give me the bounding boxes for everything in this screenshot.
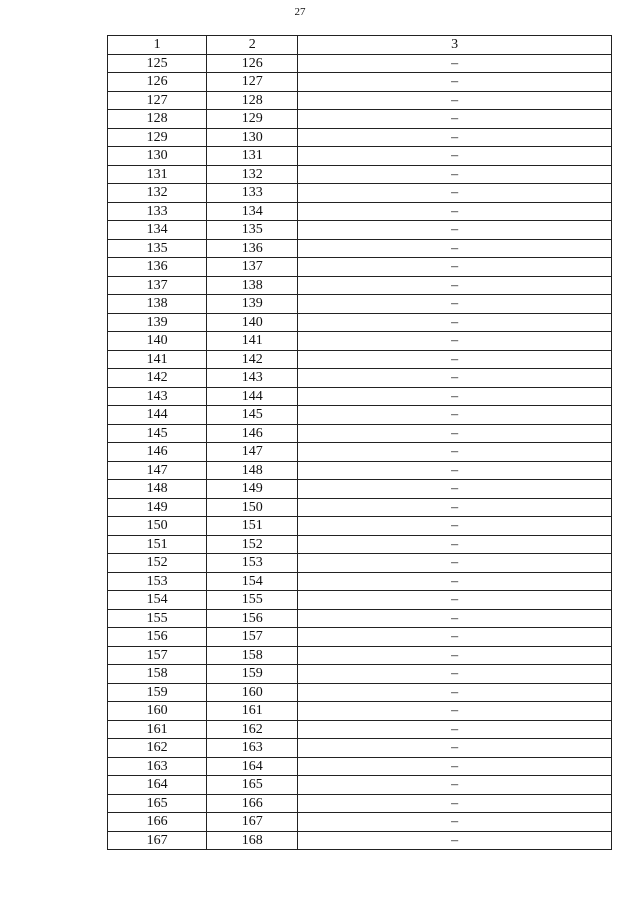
table-cell-col-2: 130 <box>207 128 298 147</box>
table-cell-col-1: 141 <box>108 350 207 369</box>
table-row <box>108 591 612 610</box>
table-cell-col-3: – <box>298 813 612 832</box>
table-row <box>108 276 612 295</box>
table-cell-col-3: – <box>298 424 612 443</box>
table-cell-col-3: – <box>298 54 612 73</box>
table-cell-col-3: – <box>298 591 612 610</box>
table-cell-col-1: 164 <box>108 776 207 795</box>
table-cell-col-3: – <box>298 73 612 92</box>
table-row <box>108 720 612 739</box>
table-cell-col-2: 144 <box>207 387 298 406</box>
table-cell-col-2: 149 <box>207 480 298 499</box>
table-cell-col-2: 165 <box>207 776 298 795</box>
table-cell-col-1: 143 <box>108 387 207 406</box>
table-cell-col-1: 150 <box>108 517 207 536</box>
table-row <box>108 165 612 184</box>
table-cell-col-1: 137 <box>108 276 207 295</box>
table-cell-col-3: – <box>298 406 612 425</box>
table-row <box>108 554 612 573</box>
table-cell-col-2: 150 <box>207 498 298 517</box>
table-cell-col-2: 129 <box>207 110 298 129</box>
column-header-3: 3 <box>298 36 612 55</box>
table-cell-col-3: – <box>298 498 612 517</box>
table-row <box>108 572 612 591</box>
column-header-2: 2 <box>207 36 298 55</box>
table-cell-col-1: 157 <box>108 646 207 665</box>
table-row <box>108 702 612 721</box>
table-cell-col-2: 166 <box>207 794 298 813</box>
table-cell-col-1: 166 <box>108 813 207 832</box>
table-cell-col-1: 148 <box>108 480 207 499</box>
table-cell-col-1: 154 <box>108 591 207 610</box>
table-cell-col-2: 126 <box>207 54 298 73</box>
table-cell-col-1: 138 <box>108 295 207 314</box>
table-cell-col-1: 135 <box>108 239 207 258</box>
table-row <box>108 813 612 832</box>
table-cell-col-1: 162 <box>108 739 207 758</box>
table-cell-col-2: 140 <box>207 313 298 332</box>
table-row <box>108 128 612 147</box>
table-cell-col-1: 161 <box>108 720 207 739</box>
table-row <box>108 480 612 499</box>
table-cell-col-3: – <box>298 276 612 295</box>
table-cell-col-2: 164 <box>207 757 298 776</box>
table-cell-col-1: 167 <box>108 831 207 850</box>
table-cell-col-2: 136 <box>207 239 298 258</box>
table-row <box>108 332 612 351</box>
table-row <box>108 646 612 665</box>
table-cell-col-2: 167 <box>207 813 298 832</box>
table-cell-col-3: – <box>298 128 612 147</box>
table-cell-col-3: – <box>298 665 612 684</box>
table-row <box>108 313 612 332</box>
table-cell-col-1: 139 <box>108 313 207 332</box>
table-cell-col-2: 127 <box>207 73 298 92</box>
table-cell-col-2: 142 <box>207 350 298 369</box>
table-cell-col-3: – <box>298 147 612 166</box>
table-cell-col-1: 144 <box>108 406 207 425</box>
table-cell-col-2: 141 <box>207 332 298 351</box>
table-cell-col-1: 149 <box>108 498 207 517</box>
table-cell-col-1: 140 <box>108 332 207 351</box>
table-cell-col-2: 163 <box>207 739 298 758</box>
table-cell-col-3: – <box>298 239 612 258</box>
table-cell-col-1: 142 <box>108 369 207 388</box>
table-row <box>108 406 612 425</box>
table-cell-col-2: 133 <box>207 184 298 203</box>
table-cell-col-1: 163 <box>108 757 207 776</box>
table-cell-col-3: – <box>298 628 612 647</box>
table-cell-col-1: 130 <box>108 147 207 166</box>
table-cell-col-1: 159 <box>108 683 207 702</box>
table-cell-col-3: – <box>298 350 612 369</box>
table-cell-col-2: 168 <box>207 831 298 850</box>
table-cell-col-1: 153 <box>108 572 207 591</box>
table-cell-col-2: 160 <box>207 683 298 702</box>
table-cell-col-3: – <box>298 757 612 776</box>
table-cell-col-2: 146 <box>207 424 298 443</box>
table-row <box>108 147 612 166</box>
table-row <box>108 517 612 536</box>
table-row <box>108 258 612 277</box>
table-body <box>108 54 612 850</box>
table-cell-col-1: 133 <box>108 202 207 221</box>
table-cell-col-2: 131 <box>207 147 298 166</box>
table-cell-col-3: – <box>298 609 612 628</box>
table-cell-col-3: – <box>298 461 612 480</box>
table-cell-col-3: – <box>298 794 612 813</box>
table-row <box>108 628 612 647</box>
table-cell-col-3: – <box>298 702 612 721</box>
table-cell-col-2: 139 <box>207 295 298 314</box>
table-cell-col-3: – <box>298 165 612 184</box>
page-number: 27 <box>294 6 306 18</box>
table-row <box>108 110 612 129</box>
table-row <box>108 609 612 628</box>
table-cell-col-1: 155 <box>108 609 207 628</box>
table-cell-col-2: 156 <box>207 609 298 628</box>
table-cell-col-2: 152 <box>207 535 298 554</box>
table-cell-col-1: 134 <box>108 221 207 240</box>
table-cell-col-3: – <box>298 258 612 277</box>
table-cell-col-3: – <box>298 554 612 573</box>
table-row <box>108 350 612 369</box>
table-header <box>108 36 612 55</box>
table-cell-col-3: – <box>298 202 612 221</box>
table-cell-col-3: – <box>298 776 612 795</box>
table-cell-col-3: – <box>298 683 612 702</box>
table-row <box>108 221 612 240</box>
table-row <box>108 443 612 462</box>
table-row <box>108 184 612 203</box>
table-row <box>108 831 612 850</box>
table-cell-col-2: 132 <box>207 165 298 184</box>
table-cell-col-3: – <box>298 295 612 314</box>
table-row <box>108 535 612 554</box>
table-cell-col-2: 153 <box>207 554 298 573</box>
table-cell-col-3: – <box>298 720 612 739</box>
table-cell-col-1: 127 <box>108 91 207 110</box>
table-cell-col-3: – <box>298 831 612 850</box>
table-row <box>108 239 612 258</box>
table-row <box>108 387 612 406</box>
table-row <box>108 498 612 517</box>
table-cell-col-2: 134 <box>207 202 298 221</box>
table-row <box>108 461 612 480</box>
table-row <box>108 91 612 110</box>
table-cell-col-1: 156 <box>108 628 207 647</box>
table-cell-col-3: – <box>298 369 612 388</box>
table-cell-col-3: – <box>298 184 612 203</box>
table-row <box>108 54 612 73</box>
table-cell-col-3: – <box>298 313 612 332</box>
table-cell-col-3: – <box>298 739 612 758</box>
table-cell-col-2: 135 <box>207 221 298 240</box>
table-cell-col-1: 126 <box>108 73 207 92</box>
table-cell-col-1: 129 <box>108 128 207 147</box>
table-cell-col-2: 145 <box>207 406 298 425</box>
table-row <box>108 295 612 314</box>
header-row <box>108 36 612 55</box>
table-cell-col-3: – <box>298 221 612 240</box>
table-cell-col-2: 143 <box>207 369 298 388</box>
table-cell-col-2: 155 <box>207 591 298 610</box>
table-row <box>108 683 612 702</box>
table-cell-col-1: 145 <box>108 424 207 443</box>
table-cell-col-1: 152 <box>108 554 207 573</box>
table-row <box>108 757 612 776</box>
table-cell-col-3: – <box>298 443 612 462</box>
table-cell-col-1: 158 <box>108 665 207 684</box>
table-cell-col-1: 165 <box>108 794 207 813</box>
column-header-1: 1 <box>108 36 207 55</box>
table-row <box>108 665 612 684</box>
table-cell-col-2: 138 <box>207 276 298 295</box>
table-cell-col-1: 136 <box>108 258 207 277</box>
table-cell-col-3: – <box>298 480 612 499</box>
table-cell-col-2: 159 <box>207 665 298 684</box>
table-cell-col-1: 128 <box>108 110 207 129</box>
table-cell-col-1: 146 <box>108 443 207 462</box>
table-cell-col-1: 131 <box>108 165 207 184</box>
table-row <box>108 739 612 758</box>
table-row <box>108 369 612 388</box>
table-cell-col-3: – <box>298 91 612 110</box>
table-cell-col-1: 147 <box>108 461 207 480</box>
table-cell-col-1: 125 <box>108 54 207 73</box>
table-cell-col-2: 161 <box>207 702 298 721</box>
table-cell-col-2: 148 <box>207 461 298 480</box>
table-cell-col-1: 132 <box>108 184 207 203</box>
table-cell-col-1: 151 <box>108 535 207 554</box>
table-cell-col-1: 160 <box>108 702 207 721</box>
table-row <box>108 776 612 795</box>
table-cell-col-2: 137 <box>207 258 298 277</box>
table-cell-col-2: 162 <box>207 720 298 739</box>
table-cell-col-2: 158 <box>207 646 298 665</box>
table-cell-col-3: – <box>298 517 612 536</box>
table-cell-col-2: 154 <box>207 572 298 591</box>
data-table <box>107 35 612 850</box>
table-cell-col-3: – <box>298 332 612 351</box>
table-cell-col-2: 151 <box>207 517 298 536</box>
table-cell-col-3: – <box>298 535 612 554</box>
table-row <box>108 794 612 813</box>
table-cell-col-3: – <box>298 110 612 129</box>
table-cell-col-2: 157 <box>207 628 298 647</box>
table-cell-col-2: 147 <box>207 443 298 462</box>
table-row <box>108 73 612 92</box>
table-cell-col-2: 128 <box>207 91 298 110</box>
table-cell-col-3: – <box>298 387 612 406</box>
table-row <box>108 202 612 221</box>
table-row <box>108 424 612 443</box>
table-cell-col-3: – <box>298 572 612 591</box>
table-cell-col-3: – <box>298 646 612 665</box>
